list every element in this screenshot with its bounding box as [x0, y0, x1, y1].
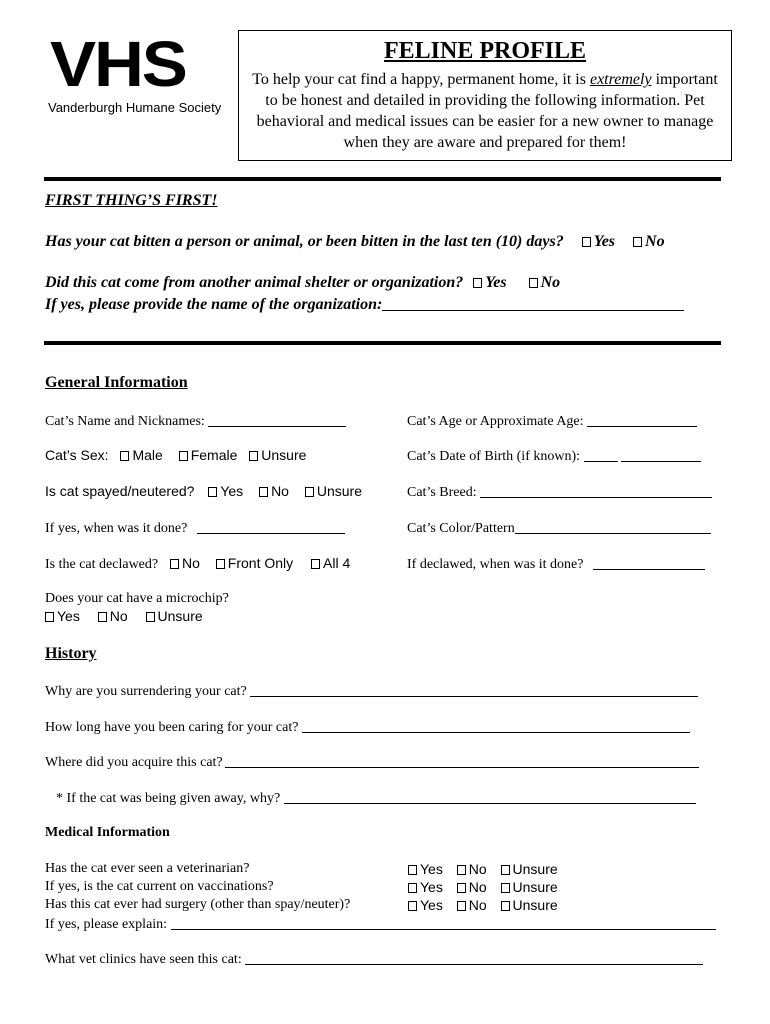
vacc-no-option[interactable] — [457, 879, 487, 895]
intro-text — [239, 69, 731, 153]
declawed-label: Is the cat declawed? — [45, 557, 159, 572]
option-label: No — [109, 608, 128, 624]
checkbox[interactable] — [249, 451, 258, 461]
option-label: No — [468, 897, 487, 913]
how-long-label: How long have you been caring for your cat? — [45, 720, 299, 735]
section-heading-first: FIRST THING’S FIRST! — [45, 192, 218, 209]
clinics-row — [45, 950, 703, 968]
surgery-label: Has this cat ever had surgery (other than spay/neuter)? — [45, 897, 351, 912]
vacc-label: If yes, is the cat current on vaccinations? — [45, 879, 274, 894]
shelter-yes-option[interactable] — [473, 274, 506, 291]
spayed-unsure-option[interactable] — [305, 483, 362, 499]
sex-male-option[interactable] — [120, 447, 162, 463]
section-heading-medical: Medical Information — [45, 825, 170, 840]
option-label: No — [182, 555, 200, 571]
why-label: Why are you surrendering your cat? — [45, 684, 247, 699]
question-bitten — [45, 233, 665, 251]
spayed-row — [45, 483, 362, 499]
spayed-no-option[interactable] — [259, 483, 289, 499]
checkbox[interactable] — [259, 487, 268, 497]
checkbox[interactable] — [582, 237, 591, 247]
given-away-label: * If the cat was being given away, why? — [56, 791, 281, 806]
option-label: Unsure — [512, 861, 558, 877]
when-done-row — [45, 519, 345, 537]
vet-options — [408, 861, 558, 877]
color-field[interactable] — [515, 519, 711, 534]
sex-row — [45, 447, 306, 463]
when-done-field[interactable] — [197, 519, 345, 534]
breed-row — [407, 483, 712, 501]
declawed-no-option[interactable] — [170, 555, 200, 571]
where-field[interactable] — [225, 753, 699, 768]
option-label: All 4 — [323, 555, 351, 571]
checkbox[interactable] — [457, 883, 466, 893]
option-label: No — [645, 233, 665, 250]
name-row — [45, 412, 346, 430]
checkbox[interactable] — [208, 487, 217, 497]
checkbox[interactable] — [179, 451, 188, 461]
checkbox[interactable] — [216, 559, 225, 569]
question-shelter-label: Did this cat come from another animal shelter or organization? — [45, 274, 464, 291]
when-done-label: If yes, when was it done? — [45, 521, 188, 536]
age-label: Cat’s Age or Approximate Age: — [407, 414, 584, 429]
how-long-row — [45, 718, 690, 736]
option-label: Yes — [220, 483, 244, 499]
vacc-unsure-option[interactable] — [501, 879, 558, 895]
how-long-field[interactable] — [302, 718, 690, 733]
checkbox[interactable] — [501, 865, 510, 875]
checkbox[interactable] — [120, 451, 129, 461]
option-label: No — [271, 483, 289, 499]
clinics-label: What vet clinics have seen this cat: — [45, 952, 242, 967]
divider-top — [44, 177, 721, 181]
sex-female-option[interactable] — [179, 447, 238, 463]
option-label: Male — [132, 447, 163, 463]
where-row — [45, 753, 699, 771]
question-org — [45, 296, 684, 314]
checkbox[interactable] — [408, 865, 417, 875]
dob-field-b[interactable] — [621, 447, 701, 462]
spayed-label: Is cat spayed/neutered? — [45, 483, 195, 499]
checkbox[interactable] — [408, 883, 417, 893]
option-label: No — [468, 861, 487, 877]
dob-row — [407, 447, 701, 465]
microchip-no-option[interactable] — [98, 608, 128, 624]
explain-row — [45, 915, 716, 933]
microchip-yes-option[interactable] — [45, 608, 80, 624]
declawed-front-option[interactable] — [216, 555, 293, 571]
age-row — [407, 412, 697, 430]
vet-yes-option[interactable] — [408, 861, 443, 877]
declawed-when-label: If declawed, when was it done? — [407, 557, 584, 572]
microchip-unsure-option[interactable] — [146, 608, 203, 624]
surgery-yes-option[interactable] — [408, 897, 443, 913]
explain-label: If yes, please explain: — [45, 917, 168, 932]
option-label: Yes — [593, 233, 616, 250]
declawed-when-row — [407, 555, 705, 573]
clinics-field[interactable] — [245, 950, 703, 965]
option-label: Yes — [485, 274, 507, 291]
checkbox[interactable] — [457, 901, 466, 911]
option-label: Yes — [57, 608, 80, 624]
section-heading-general: General Information — [45, 374, 188, 391]
declawed-when-field[interactable] — [593, 555, 705, 570]
option-label: Unsure — [261, 447, 307, 463]
option-label: Yes — [420, 861, 443, 877]
color-label: Cat’s Color/Pattern — [407, 521, 515, 536]
option-label: Unsure — [316, 483, 362, 499]
color-row — [407, 519, 711, 537]
vacc-yes-option[interactable] — [408, 879, 443, 895]
option-label: Unsure — [157, 608, 203, 624]
bitten-yes-option[interactable] — [582, 233, 615, 250]
option-label: No — [540, 274, 561, 291]
age-field[interactable] — [587, 412, 697, 427]
checkbox[interactable] — [305, 487, 314, 497]
checkbox[interactable] — [98, 612, 107, 622]
logo-letters: VHS — [50, 28, 186, 100]
surgery-no-option[interactable] — [457, 897, 487, 913]
breed-field[interactable] — [480, 483, 712, 498]
spayed-yes-option[interactable] — [208, 483, 243, 499]
option-label: Unsure — [512, 879, 558, 895]
declawed-row — [45, 555, 350, 573]
checkbox[interactable] — [408, 901, 417, 911]
given-away-row — [56, 789, 696, 807]
why-field[interactable] — [250, 682, 698, 697]
intro-part-b: important to be honest and detailed in providing the following information. Pet behavioral and medical issues can be easier for a new owner to manage when they are aware and prepared for them! — [256, 71, 718, 151]
declawed-all4-option[interactable] — [311, 555, 350, 571]
checkbox[interactable] — [170, 559, 179, 569]
breed-label: Cat’s Breed: — [407, 485, 477, 500]
option-label: Yes — [420, 897, 443, 913]
surgery-unsure-option[interactable] — [501, 897, 558, 913]
shelter-no-option[interactable] — [529, 274, 561, 291]
intro-emphasis: extremely — [589, 71, 652, 88]
checkbox[interactable] — [501, 883, 510, 893]
explain-field[interactable] — [171, 915, 716, 930]
checkbox[interactable] — [633, 237, 642, 247]
vet-unsure-option[interactable] — [501, 861, 558, 877]
bitten-no-option[interactable] — [633, 233, 665, 250]
checkbox[interactable] — [457, 865, 466, 875]
checkbox[interactable] — [501, 901, 510, 911]
vacc-options — [408, 879, 558, 895]
option-label: No — [468, 879, 487, 895]
option-label: Front Only — [227, 555, 294, 571]
checkbox[interactable] — [529, 278, 538, 288]
checkbox[interactable] — [146, 612, 155, 622]
question-org-label: If yes, please provide the name of the organization: — [45, 296, 383, 313]
where-label: Where did you acquire this cat? — [45, 755, 223, 770]
name-field[interactable] — [208, 412, 346, 427]
section-heading-history: History — [45, 645, 97, 662]
divider-middle — [44, 341, 721, 345]
option-label: Female — [190, 447, 238, 463]
dob-label: Cat’s Date of Birth (if known): — [407, 449, 581, 464]
name-label: Cat’s Name and Nicknames: — [45, 414, 205, 429]
given-away-field[interactable] — [284, 789, 696, 804]
option-label: Unsure — [512, 897, 558, 913]
vet-label: Has the cat ever seen a veterinarian? — [45, 861, 250, 876]
logo-org-name: Vanderburgh Humane Society — [48, 100, 222, 115]
surgery-options — [408, 897, 558, 913]
intro-part-a: To help your cat find a happy, permanent home, it is — [252, 71, 590, 88]
checkbox[interactable] — [45, 612, 54, 622]
org-name-field[interactable] — [382, 296, 684, 311]
question-shelter — [45, 274, 560, 292]
microchip-options — [45, 608, 203, 624]
checkbox[interactable] — [311, 559, 320, 569]
microchip-label: Does your cat have a microchip? — [45, 591, 229, 606]
vet-no-option[interactable] — [457, 861, 487, 877]
question-bitten-label: Has your cat bitten a person or animal, or been bitten in the last ten (10) days? — [45, 233, 564, 250]
checkbox[interactable] — [473, 278, 482, 288]
sex-label: Cat’s Sex: — [45, 447, 109, 463]
page-title: FELINE PROFILE — [383, 38, 587, 64]
option-label: Yes — [420, 879, 443, 895]
header-box — [238, 30, 732, 161]
why-row — [45, 682, 698, 700]
sex-unsure-option[interactable] — [249, 447, 306, 463]
dob-field-a[interactable] — [584, 447, 618, 462]
